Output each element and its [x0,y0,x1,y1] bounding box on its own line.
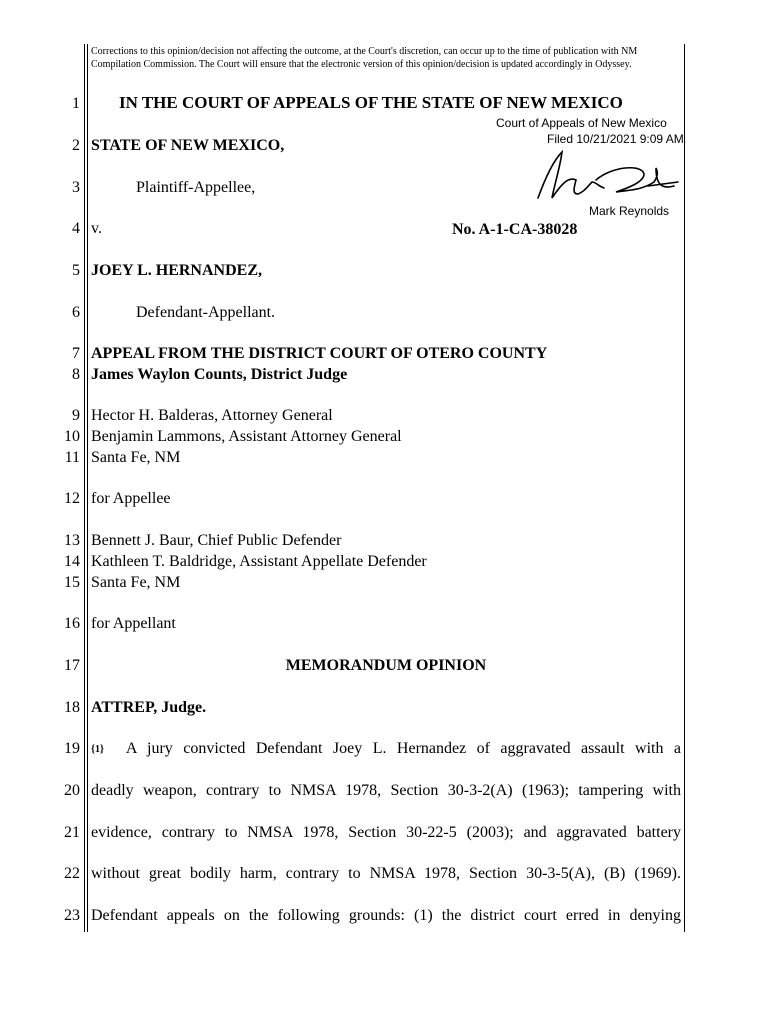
counsel-line: Santa Fe, NM [91,449,181,466]
counsel-role: for Appellee [91,490,171,507]
body-line: deadly weapon, contrary to NMSA 1978, Section 30-3-2(A) (1963); tampering with [91,782,681,799]
body-line: Defendant appeals on the following grounds: (1) the district court erred in denying [91,907,681,924]
filing-stamp-clerk: Mark Reynolds [589,204,670,218]
line-number: 7 [72,345,80,362]
corrections-notice: Corrections to this opinion/decision not affecting the outcome, at the Court's discretion, can occur up to the time of publication with NM Compilation Commission. The Court will ensure that the electronic version of this opinion/decision is updated accordingly in Odyssey. [91,46,638,70]
plaintiff-name: STATE OF NEW MEXICO, [91,137,285,154]
defendant-name: JOEY L. HERNANDEZ, [91,262,262,279]
case-number: No. A-1-CA-38028 [452,221,578,238]
body-line: evidence, contrary to NMSA 1978, Section 30-22-5 (2003); and aggravated battery [91,824,681,841]
line-number: 15 [64,574,80,591]
line-number: 9 [72,407,80,424]
district-judge: James Waylon Counts, District Judge [91,366,348,383]
right-margin-rule [684,44,685,932]
line-number: 8 [72,366,80,383]
line-number: 6 [72,304,80,321]
left-margin-rule [84,44,85,932]
line-number: 14 [64,553,80,570]
line-number: 18 [64,699,80,716]
line-number: 5 [72,262,80,279]
line-number: 4 [72,220,80,237]
line-number: 3 [72,179,80,196]
line-number: 20 [64,782,80,799]
line-number: 11 [64,449,80,466]
body-text: A jury convicted Defendant Joey L. Hernandez of aggravated assault with a [125,740,681,757]
clerk-signature-icon [532,146,682,208]
body-line [91,739,681,761]
counsel-line: Hector H. Balderas, Attorney General [91,407,333,424]
line-number: 1 [72,95,80,112]
filing-stamp-court: Court of Appeals of New Mexico [496,116,667,130]
author-judge: ATTREP, Judge. [91,699,207,716]
court-title: IN THE COURT OF APPEALS OF THE STATE OF NEW MEXICO [119,93,623,112]
counsel-role: for Appellant [91,615,176,632]
versus: v. [91,220,102,237]
appeal-heading: APPEAL FROM THE DISTRICT COURT OF OTERO COUNTY [91,345,548,362]
filing-stamp-date: Filed 10/21/2021 9:09 AM [547,132,684,146]
counsel-line: Bennett J. Baur, Chief Public Defender [91,532,342,549]
defendant-role: Defendant-Appellant. [136,304,276,321]
line-number: 10 [64,428,80,445]
line-number: 21 [64,824,80,841]
line-number: 23 [64,907,80,924]
counsel-line: Benjamin Lammons, Assistant Attorney General [91,428,402,445]
plaintiff-role: Plaintiff-Appellee, [136,179,256,196]
line-number: 17 [64,657,80,674]
line-number: 16 [64,615,80,632]
counsel-line: Santa Fe, NM [91,574,181,591]
memorandum-heading: MEMORANDUM OPINION [285,657,487,674]
paragraph-number: {1} [91,744,104,755]
counsel-line: Kathleen T. Baldridge, Assistant Appellate Defender [91,553,427,570]
left-margin-rule-inner [87,44,88,932]
body-line: without great bodily harm, contrary to NMSA 1978, Section 30-3-5(A), (B) (1969). [91,865,681,882]
line-number: 22 [64,865,80,882]
line-number: 13 [64,532,80,549]
line-number: 2 [72,137,80,154]
line-number: 12 [64,490,80,507]
line-number: 19 [64,740,80,757]
